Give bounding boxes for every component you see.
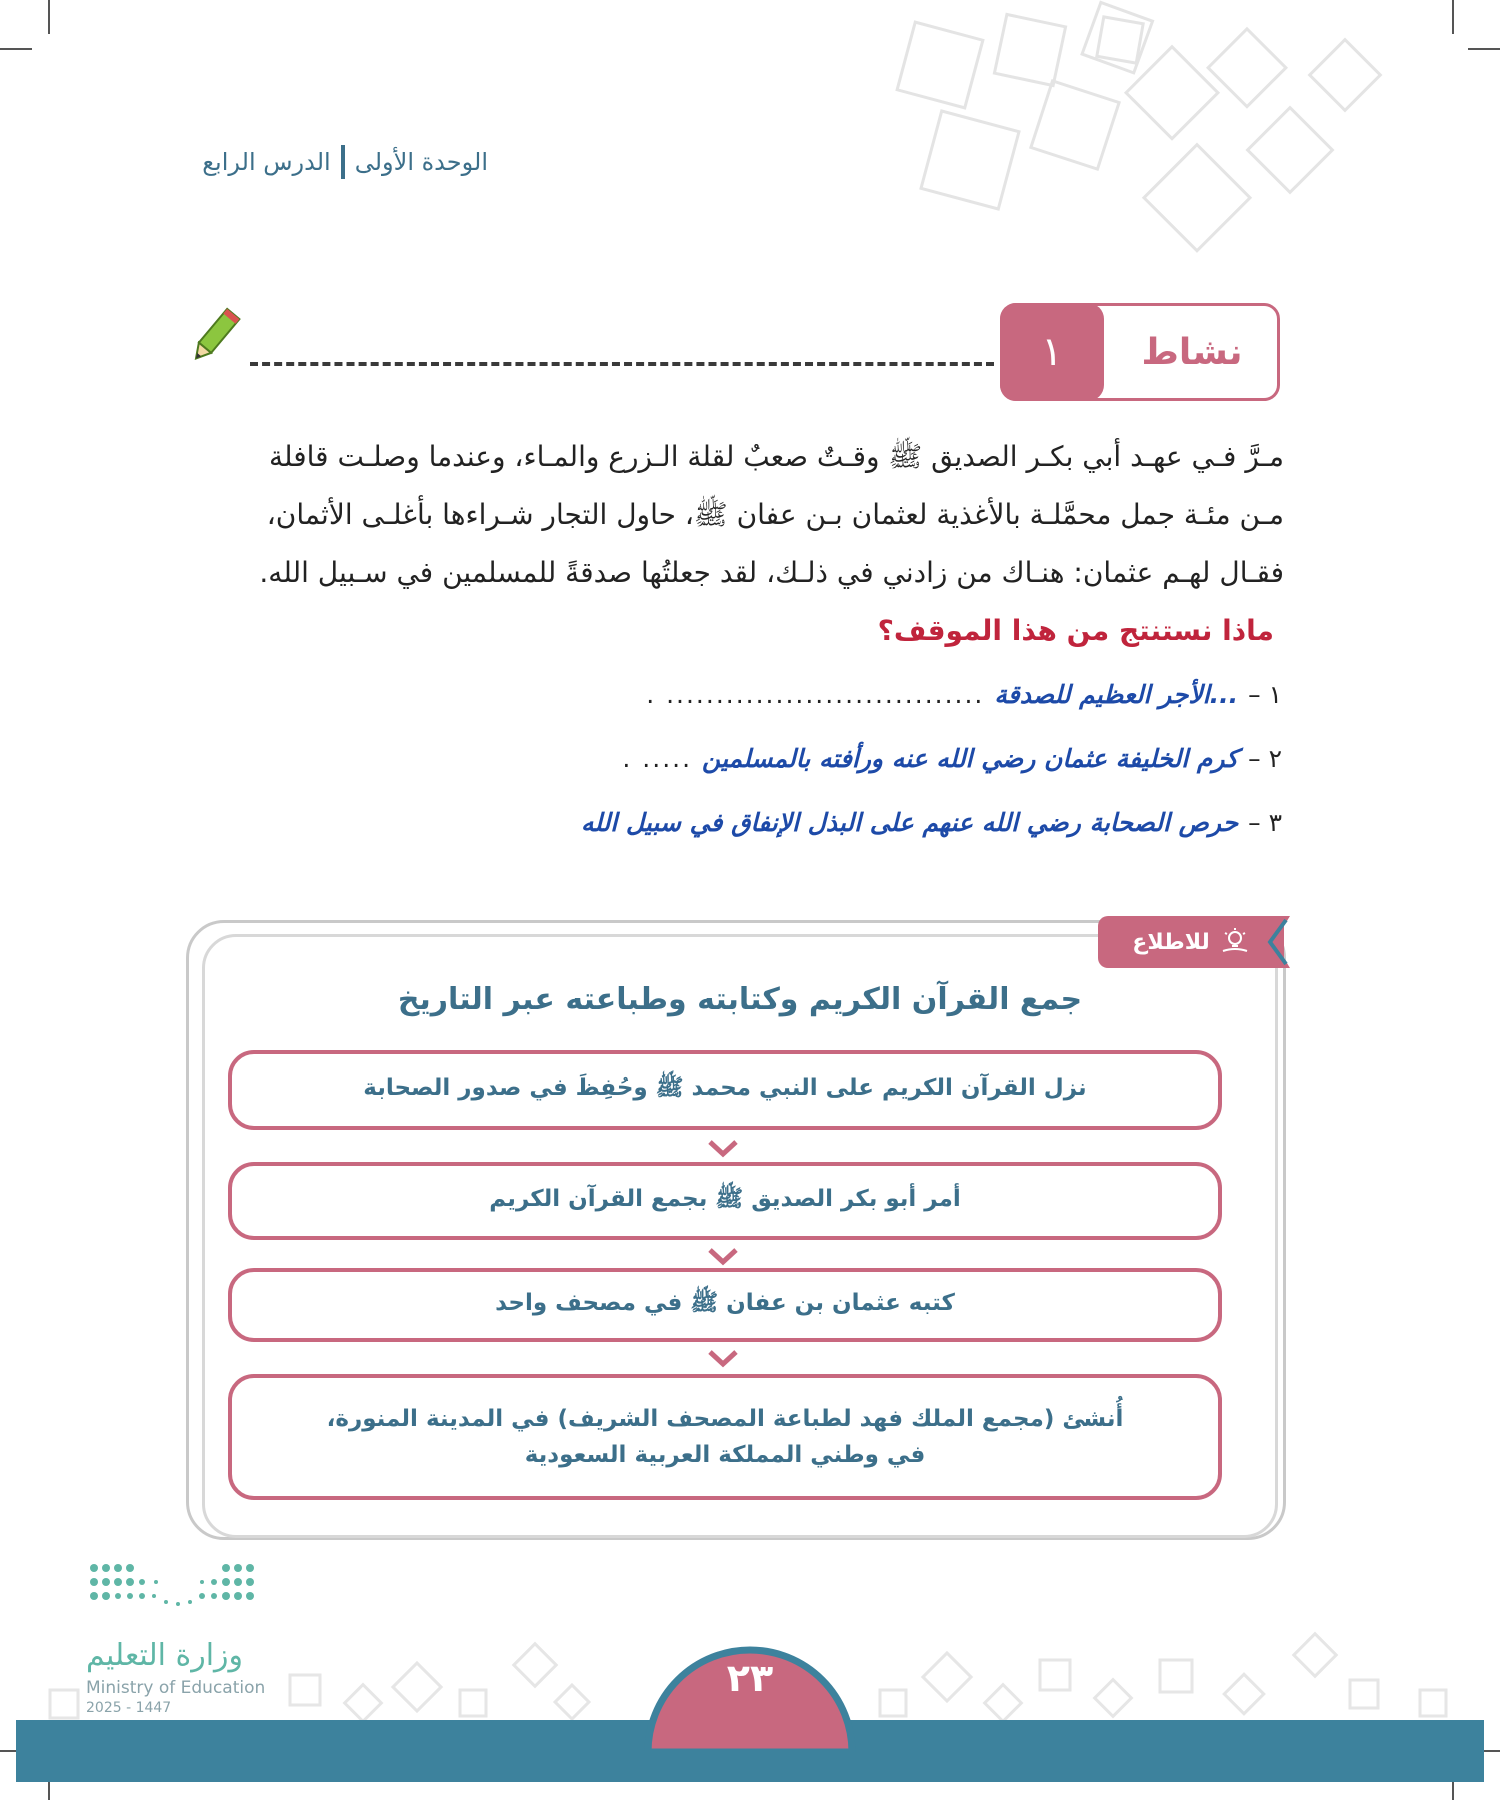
ministry-year: 2025 - 1447	[86, 1700, 172, 1716]
answer-line-2[interactable]	[622, 744, 1282, 773]
lesson-title: الدرس الرابع	[202, 148, 331, 176]
info-title: جمع القرآن الكريم وكتابته وطباعته عبر التاريخ	[397, 982, 1083, 1017]
info-tag-arrow	[1262, 916, 1290, 968]
answer-handwritten-text: كرم الخليفة عثمان رضي الله عنه ورأفته بالمسلمين	[702, 744, 1239, 773]
chevron-down-icon	[706, 1246, 740, 1266]
header-separator	[341, 145, 345, 179]
info-tag-label: للاطلاع	[1132, 929, 1210, 955]
answer-dots: ................................ .	[646, 680, 985, 709]
story-line: فقـال لهـم عثمان: هنـاك من زادني في ذلـك، لقد جعلتُها صدقةً للمسلمين في سـبيل الله.	[259, 556, 1284, 589]
activity-label: نشاط	[1141, 331, 1243, 373]
answer-handwritten-text: ...الأجر العظيم للصدقة	[994, 680, 1239, 709]
chevron-down-icon	[706, 1348, 740, 1368]
info-tag	[1098, 916, 1284, 968]
story-line: مـرَّ فـي عهـد أبي بكـر الصديق ﷺ وقـتٌ صعبٌ لقلة الـزرع والمـاء، وعندما وصلـت قافلة	[268, 440, 1284, 473]
ministry-name-arabic: وزارة التعليم	[86, 1638, 244, 1673]
answer-handwritten-text: حرص الصحابة رضي الله عنهم على البذل الإنفاق في سبيل الله	[580, 808, 1239, 837]
answer-number: ٢ –	[1248, 744, 1282, 773]
answer-line-3[interactable]	[581, 808, 1282, 837]
crop-mark	[1468, 48, 1500, 50]
story-line: مـن مئـة جمل محمَّلـة بالأغذية لعثمان بـن عفان ﷺ، حاول التجار شـراءها بأغلـى الأثمان،	[266, 498, 1284, 531]
answer-number: ٣ –	[1248, 808, 1282, 837]
answer-number: ١ –	[1248, 680, 1282, 709]
activity-number: ١	[1000, 303, 1104, 401]
story-paragraph	[186, 428, 1284, 602]
ministry-logo	[86, 1560, 276, 1630]
crop-mark	[48, 0, 50, 34]
lightbulb-book-icon	[1220, 927, 1250, 957]
crop-mark	[1452, 0, 1454, 34]
ministry-name-english: Ministry of Education	[86, 1678, 266, 1698]
unit-title: الوحدة الأولى	[354, 148, 488, 176]
question-heading: ماذا نستنتج من هذا الموقف؟	[877, 614, 1274, 647]
running-header	[202, 145, 488, 179]
page-number: ٢٣	[726, 1656, 774, 1700]
answer-line-1[interactable]	[646, 680, 1282, 709]
dashed-divider	[250, 362, 994, 366]
chevron-down-icon	[706, 1138, 740, 1158]
answer-dots: ..... .	[622, 744, 693, 773]
pencil-icon	[182, 305, 246, 369]
timeline-step-3: كتبه عثمان بن عفان ﷺ في مصحف واحد	[228, 1268, 1222, 1342]
timeline-step-1: نزل القرآن الكريم على النبي محمد ﷺ وحُفِظَ في صدور الصحابة	[228, 1050, 1222, 1130]
timeline-step-4: أُنشئ (مجمع الملك فهد لطباعة المصحف الشريف) في المدينة المنورة، في وطني المملكة العربية السعودية	[228, 1374, 1222, 1500]
timeline-step-2: أمر أبو بكر الصديق ﷺ بجمع القرآن الكريم	[228, 1162, 1222, 1240]
crop-mark	[0, 48, 32, 50]
